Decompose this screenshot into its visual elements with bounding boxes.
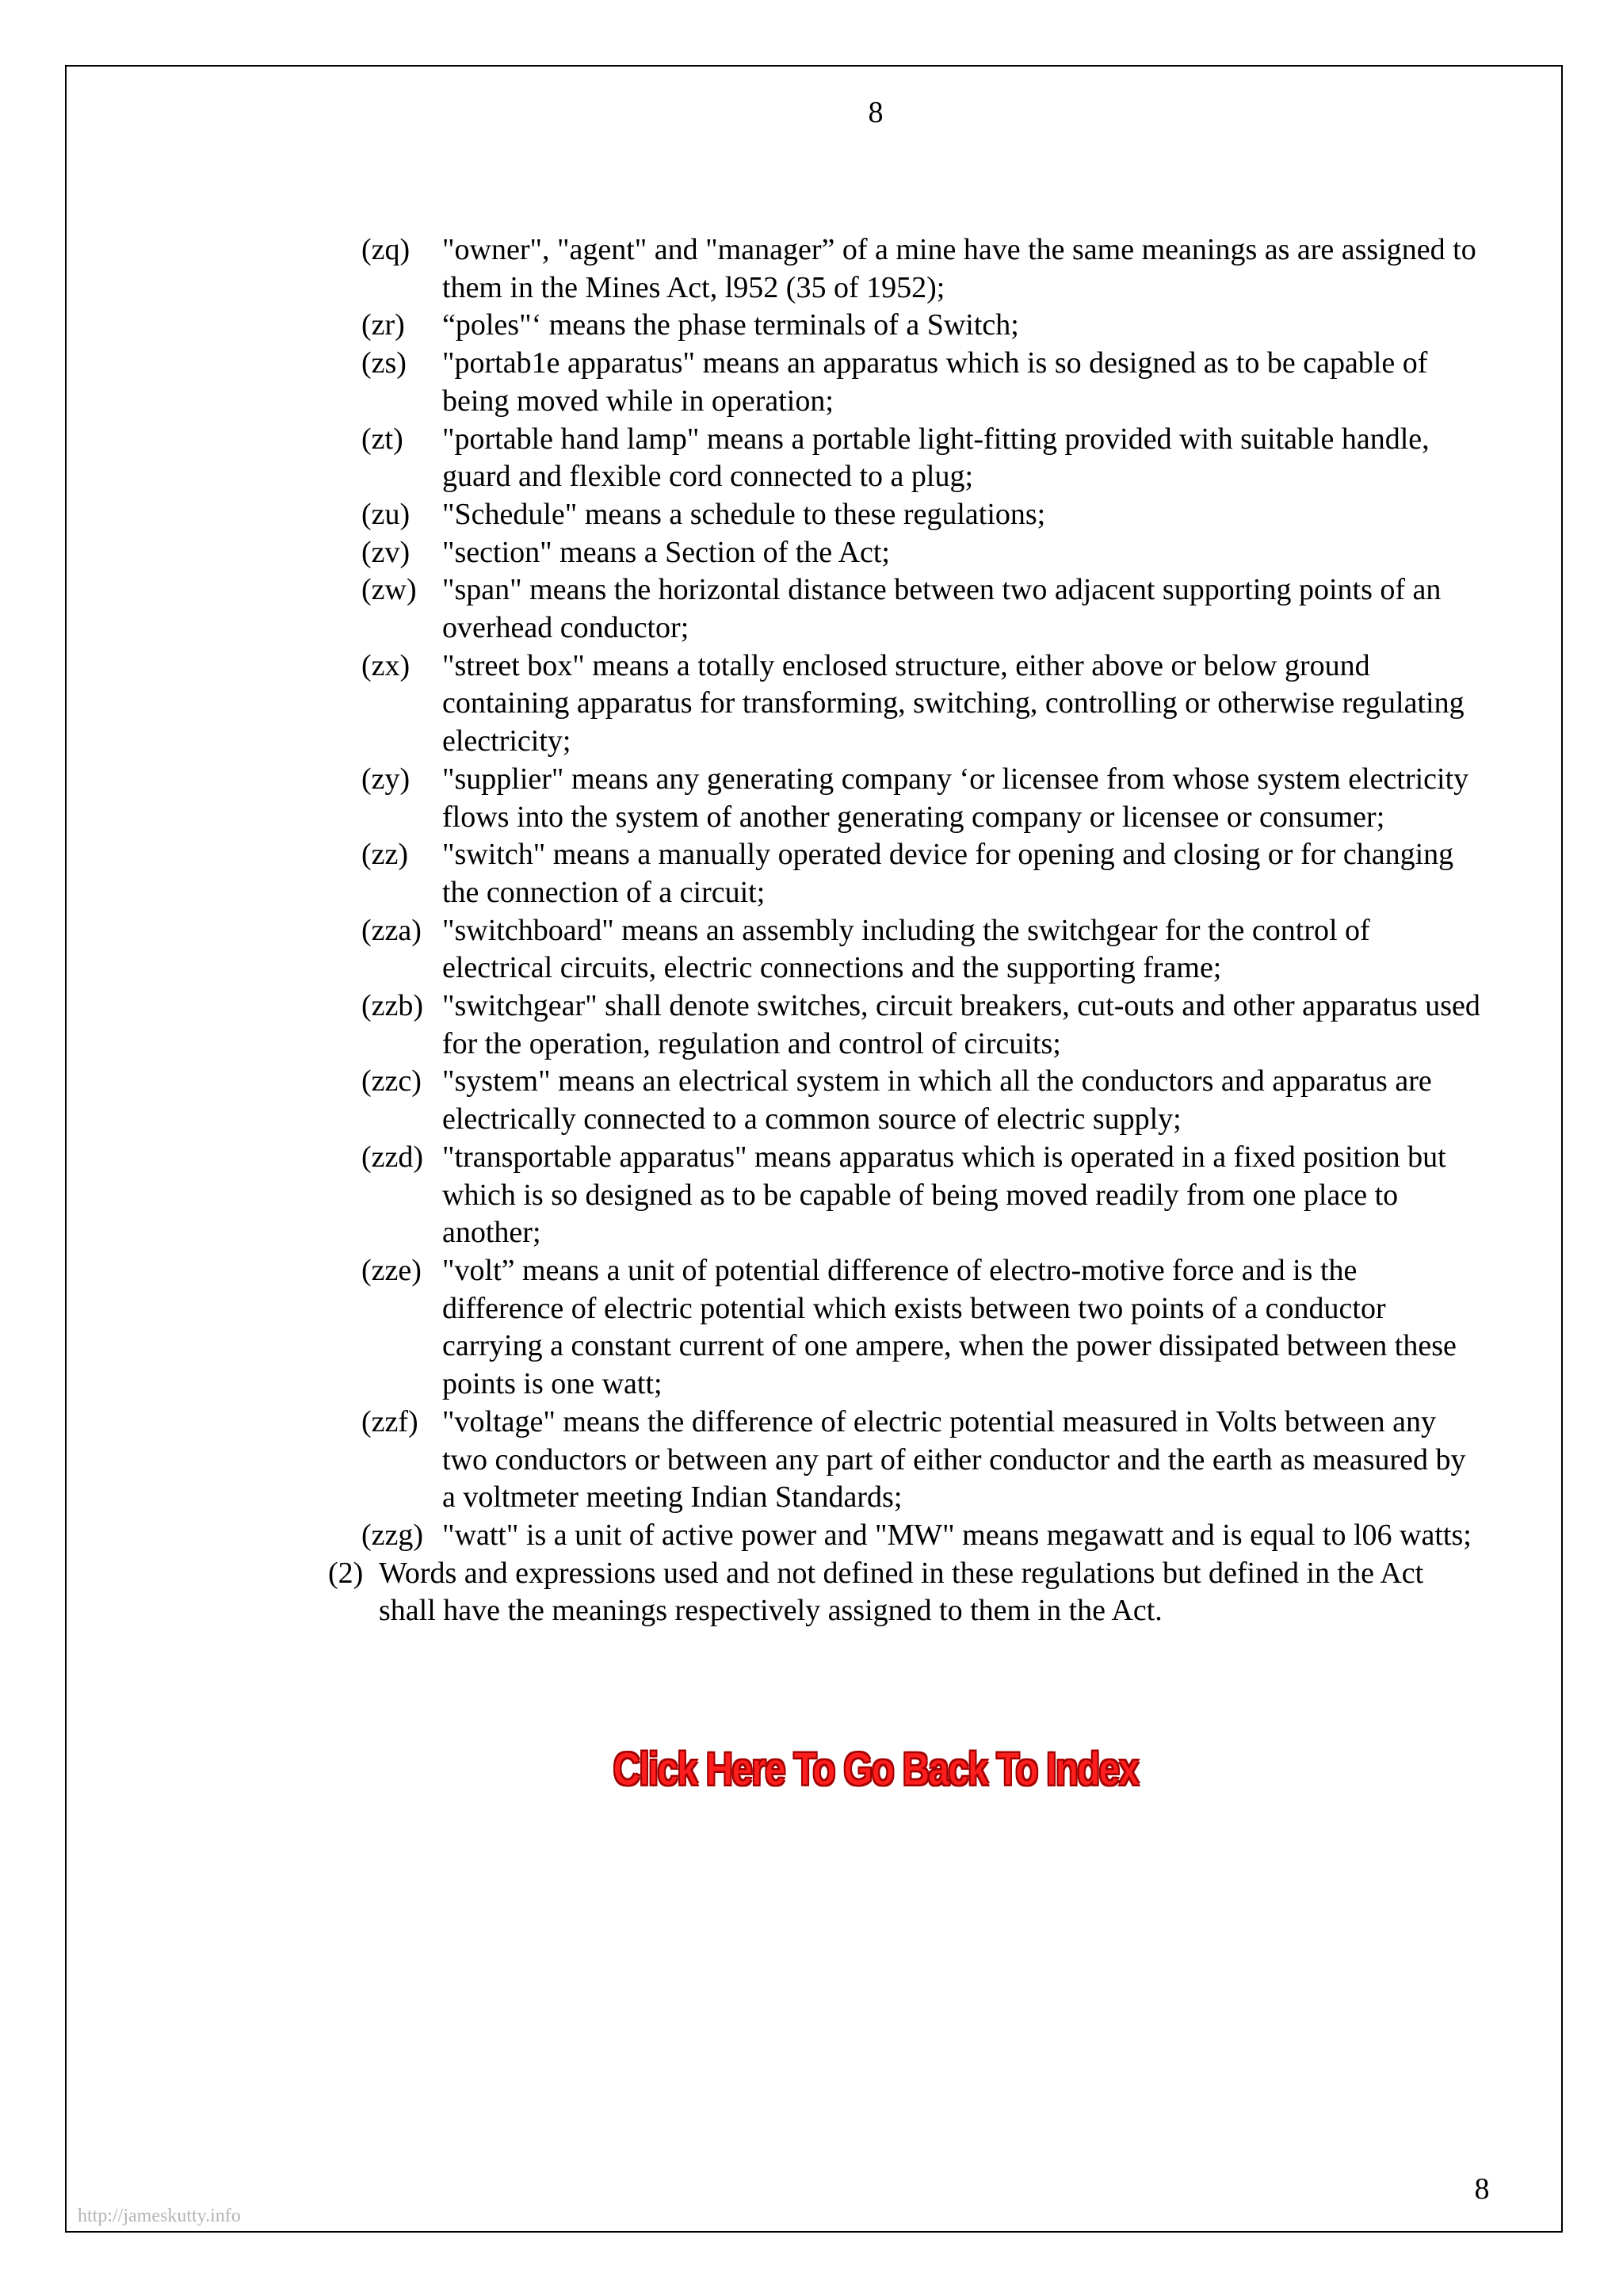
definition-label: (zx) (361, 648, 411, 682)
definition-item (361, 1404, 1480, 1517)
definition-text: "owner", "agent" and "manager” of a mine have the same meanings as are assigned to them in the Mines Act, l952 (35 of 1952); (442, 233, 1476, 304)
definition-text: "span" means the horizontal distance between two adjacent supporting points of an overhead conductor; (442, 573, 1442, 645)
definition-text: "street box" means a totally enclosed structure, either above or below ground containing apparatus for transforming, switching, controlling or otherwise regulating electricity; (442, 648, 1465, 758)
definition-item (361, 761, 1480, 836)
definition-text: "system" means an electrical system in which all the conductors and apparatus are electrically connected to a common source of electric supply; (442, 1064, 1432, 1137)
definition-label: (zt) (361, 422, 403, 456)
back-to-index-label: Click Here To Go Back To Index (613, 1744, 1139, 1795)
definition-label: (zzf) (361, 1404, 418, 1438)
definition-label: (zzd) (361, 1140, 424, 1174)
site-watermark: http://jameskutty.info (78, 2206, 241, 2226)
back-to-index-link[interactable] (158, 1742, 1594, 1797)
definition-label: (zz) (361, 838, 409, 872)
definition-item (361, 912, 1480, 988)
definition-item (361, 648, 1480, 761)
definition-item (361, 1139, 1480, 1252)
definition-text: “poles"‘ means the phase terminals of a Switch; (442, 308, 1019, 342)
clause-label: (2) (328, 1556, 364, 1590)
page-number-top: 8 (868, 96, 884, 129)
definition-label: (zzg) (361, 1518, 424, 1552)
definition-text: "portable hand lamp" means a portable light-fitting provided with suitable handle, guard and flexible cord connected to a plug; (442, 422, 1430, 494)
definition-text: "volt” means a unit of potential difference of electro-motive force and is the difference of electric potential which exists between two points of a conductor carrying a constant current of one ampere, when the power dissipated between these points is one watt; (442, 1253, 1457, 1401)
clause-text: Words and expressions used and not defined in these regulations but defined in the Act shall have the meanings respectively assigned to them in the Act. (379, 1556, 1424, 1628)
definition-item (361, 1517, 1480, 1555)
definition-label: (zza) (361, 913, 422, 947)
definition-item (361, 307, 1480, 345)
definition-item (361, 231, 1480, 307)
definition-item (361, 571, 1480, 647)
definition-text: "switchgear" shall denote switches, circuit breakers, cut-outs and other apparatus used for the operation, regulation and control of circuits; (442, 989, 1480, 1060)
definition-text: "Schedule" means a schedule to these regulations; (442, 497, 1046, 531)
definition-item (361, 1063, 1480, 1138)
clause-2 (328, 1555, 1472, 1630)
definition-label: (zy) (361, 762, 411, 796)
definition-text: "transportable apparatus" means apparatus which is operated in a fixed position but which is so designed as to be capable of being moved readily from one place to another; (442, 1140, 1446, 1250)
definition-item (361, 496, 1480, 534)
definition-item (361, 988, 1480, 1063)
definition-label: (zr) (361, 308, 405, 342)
definition-label: (zw) (361, 573, 417, 607)
definition-text: "supplier" means any generating company ‘or licensee from whose system electricity flows into the system of another generating company or licensee or consumer; (442, 762, 1469, 834)
definition-text: "switchboard" means an assembly including the switchgear for the control of electrical circuits, electric connections and the supporting frame; (442, 913, 1370, 985)
definitions-content (0, 231, 1623, 1630)
definition-item (361, 1252, 1480, 1404)
definition-text: "section" means a Section of the Act; (442, 535, 890, 569)
definition-label: (zze) (361, 1253, 422, 1287)
definition-item (361, 836, 1480, 911)
definition-text: "switch" means a manually operated device for opening and closing or for changing the connection of a circuit; (442, 838, 1454, 909)
definition-label: (zs) (361, 346, 407, 380)
definition-item (361, 345, 1480, 420)
definition-item (361, 421, 1480, 496)
definition-text: "watt" is a unit of active power and "MW" means megawatt and is equal to l06 watts; (442, 1518, 1472, 1552)
definition-text: "portab1e apparatus" means an apparatus which is so designed as to be capable of being moved while in operation; (442, 346, 1428, 418)
definition-label: (zzb) (361, 989, 424, 1023)
definition-item (361, 534, 1480, 572)
definition-label: (zzc) (361, 1064, 422, 1098)
definition-label: (zv) (361, 535, 411, 569)
definition-label: (zq) (361, 233, 411, 266)
definition-label: (zu) (361, 497, 411, 531)
definition-text: "voltage" means the difference of electric potential measured in Volts between any two conductors or between any part of either conductor and the earth as measured by a voltmeter meeting Indian Standards; (442, 1404, 1466, 1515)
page-number-bottom: 8 (1474, 2172, 1490, 2206)
